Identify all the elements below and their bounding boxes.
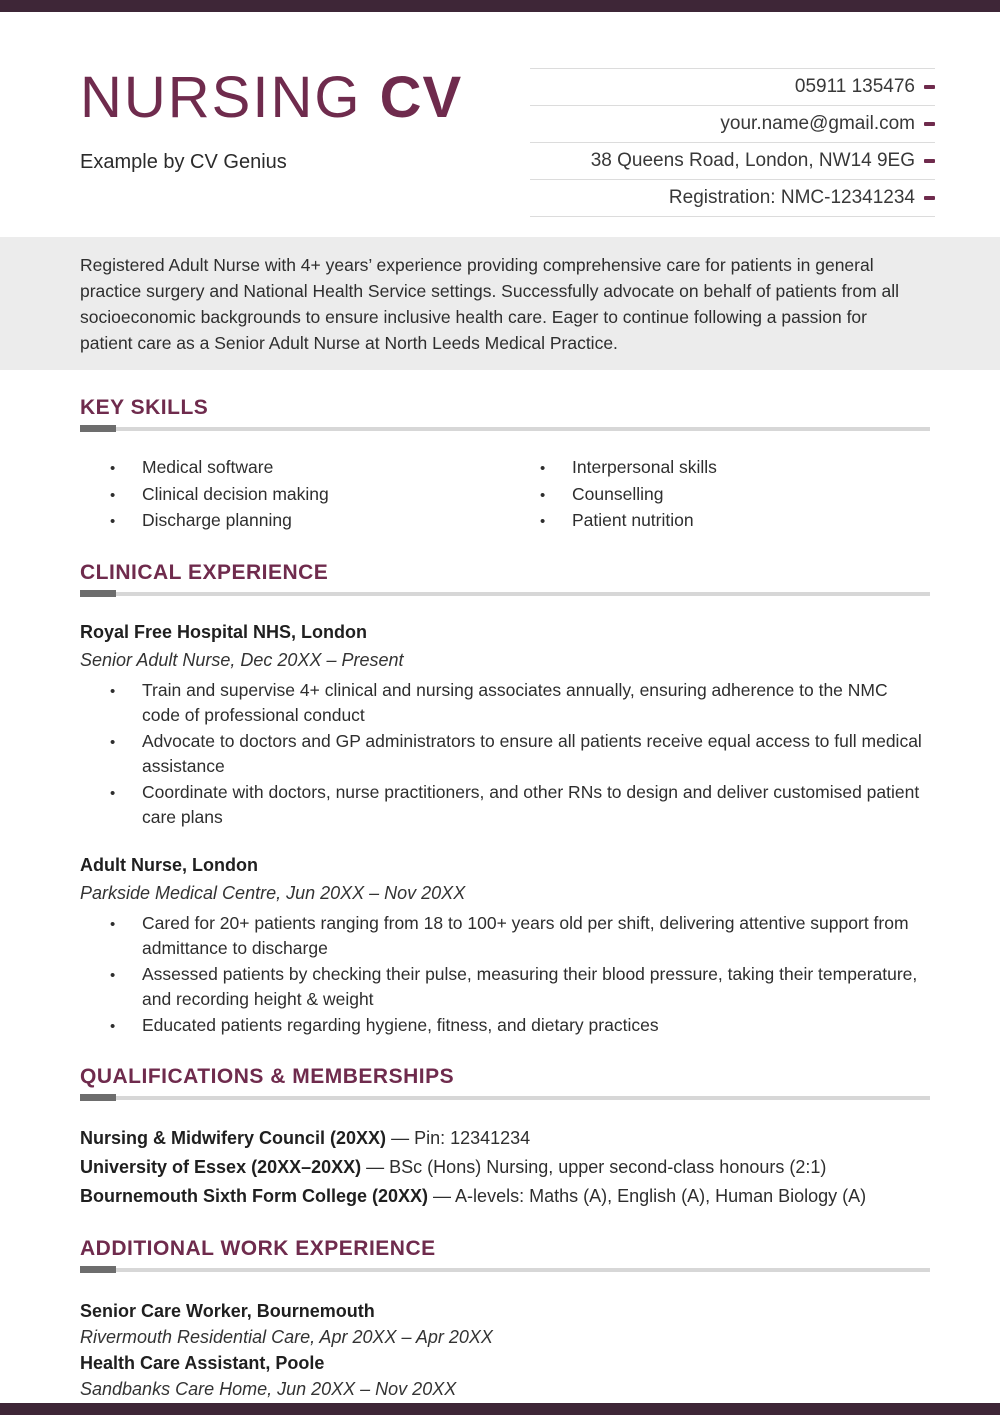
bullet-dot-icon [80, 455, 142, 482]
bullet-dot-icon [80, 482, 142, 509]
bullet-text: Advocate to doctors and GP administrators to ensure all patients receive equal access to full medical assistance [142, 730, 922, 776]
skill-item [510, 455, 717, 482]
rule-dark-segment [80, 590, 116, 597]
bullet-dot-icon [80, 678, 142, 729]
bullet-dot-icon [80, 508, 142, 535]
job-title: Senior Care Worker, Bournemouth [80, 1301, 375, 1321]
job-meta: Senior Adult Nurse, Dec 20XX – Present [80, 649, 404, 670]
job-title: Health Care Assistant, Poole [80, 1353, 325, 1373]
qualification-entry [80, 1153, 930, 1182]
section-heading-qualifications: QUALIFICATIONS & MEMBERSHIPS [80, 1065, 455, 1088]
bullet-dot-icon [80, 780, 142, 831]
job-title: Adult Nurse, London [80, 854, 258, 875]
bullet-dot-icon [80, 1013, 142, 1040]
bullet-dot-icon [510, 455, 572, 482]
contact-dash-icon [924, 122, 935, 126]
skills-column-1 [80, 455, 510, 535]
skill-label: Medical software [142, 457, 274, 477]
contact-dash-icon [924, 196, 935, 200]
main-content [0, 396, 1000, 1402]
job-bullet [80, 962, 930, 1013]
job-entry-parkside [80, 855, 930, 1040]
bullet-text: Coordinate with doctors, nurse practitioners, and other RNs to design and deliver customised patient care plans [142, 781, 920, 827]
bullet-dot-icon [510, 482, 572, 509]
phone-value: 05911 135476 [794, 76, 915, 97]
qualification-detail: — Pin: 12341234 [391, 1128, 531, 1148]
qualification-name: Bournemouth Sixth Form College (20XX) [80, 1186, 429, 1206]
job-bullet [80, 911, 930, 962]
skill-label: Interpersonal skills [572, 457, 717, 477]
contact-row-registration [530, 179, 935, 217]
skill-label: Counselling [572, 483, 664, 504]
skill-item [510, 482, 717, 509]
skills-column-2 [510, 455, 717, 535]
skill-label: Discharge planning [142, 510, 292, 530]
job-title: Royal Free Hospital NHS, London [80, 621, 368, 642]
qualification-name: University of Essex (20XX–20XX) [80, 1157, 362, 1177]
top-accent-bar [0, 0, 1000, 12]
qualification-detail: — BSc (Hons) Nursing, upper second-class honours (2:1) [366, 1157, 827, 1177]
bullet-text: Educated patients regarding hygiene, fitness, and dietary practices [142, 1014, 659, 1035]
job-bullet-list [80, 678, 930, 831]
title-bold: CV [379, 65, 463, 130]
rule-dark-segment [80, 425, 116, 432]
qualification-detail: — A-levels: Maths (A), English (A), Human Biology (A) [433, 1186, 867, 1206]
job-bullet [80, 678, 930, 729]
contact-row-phone [530, 68, 935, 105]
bullet-text: Cared for 20+ patients ranging from 18 to 100+ years old per shift, delivering attentive support from admittance to discharge [142, 912, 909, 958]
job-bullet-list [80, 911, 930, 1040]
section-rule [80, 1268, 930, 1272]
bullet-text: Train and supervise 4+ clinical and nursing associates annually, ensuring adherence to the NMC code of professional conduct [142, 679, 888, 725]
job-meta: Parkside Medical Centre, Jun 20XX – Nov 20XX [80, 882, 466, 903]
section-rule [80, 1096, 930, 1100]
bullet-dot-icon [80, 729, 142, 780]
qualification-entry [80, 1182, 930, 1211]
header [0, 0, 1000, 217]
job-meta: Sandbanks Care Home, Jun 20XX – Nov 20XX [80, 1379, 457, 1399]
section-heading-key-skills: KEY SKILLS [80, 396, 209, 419]
section-heading-clinical-experience: CLINICAL EXPERIENCE [80, 560, 329, 584]
job-meta: Rivermouth Residential Care, Apr 20XX – Apr 20XX [80, 1327, 493, 1347]
job-bullet [80, 780, 930, 831]
section-heading-additional-experience: ADDITIONAL WORK EXPERIENCE [80, 1237, 436, 1260]
registration-value: Registration: NMC-12341234 [668, 187, 915, 208]
qualification-entry [80, 1124, 930, 1153]
bullet-dot-icon [80, 911, 142, 962]
contact-dash-icon [924, 159, 935, 163]
section-rule [80, 427, 930, 431]
skill-item [80, 455, 510, 482]
skill-item [80, 508, 510, 535]
key-skills-list [80, 455, 930, 535]
job-entry-royal-free [80, 622, 930, 831]
contact-dash-icon [924, 85, 935, 89]
page-title [80, 65, 463, 130]
rule-dark-segment [80, 1266, 116, 1273]
email-value: your.name@gmail.com [720, 113, 915, 134]
bullet-dot-icon [80, 962, 142, 1013]
skill-label: Clinical decision making [142, 483, 329, 504]
job-bullet [80, 1013, 930, 1040]
skill-item [80, 482, 510, 509]
title-light: NURSING [80, 65, 362, 130]
bullet-dot-icon [510, 508, 572, 535]
brand-block [80, 58, 462, 217]
contact-row-address [530, 142, 935, 179]
contact-row-email [530, 105, 935, 142]
additional-experience-list [80, 1298, 930, 1402]
skill-item [510, 508, 717, 535]
bottom-accent-bar [0, 1403, 1000, 1415]
qualifications-list [80, 1124, 930, 1211]
contact-block [530, 68, 935, 217]
skill-label: Patient nutrition [572, 510, 694, 530]
qualification-name: Nursing & Midwifery Council (20XX) [80, 1128, 387, 1148]
section-rule [80, 592, 930, 596]
professional-summary: Registered Adult Nurse with 4+ years’ experience providing comprehensive care for patients in general practice surgery and National Health Service settings. Successfully advocate on behalf of patients from all socioeconomic backgrounds to ensure inclusive health care. Eager to continue following a passion for patient care as a Senior Adult Nurse at North Leeds Medical Practice. [0, 237, 1000, 370]
bullet-text: Assessed patients by checking their pulse, measuring their blood pressure, taking their temperature, and recording height & weight [142, 963, 918, 1009]
rule-dark-segment [80, 1094, 116, 1101]
job-bullet [80, 729, 930, 780]
page-subtitle: Example by CV Genius [80, 150, 287, 173]
address-value: 38 Queens Road, London, NW14 9EG [590, 150, 915, 171]
